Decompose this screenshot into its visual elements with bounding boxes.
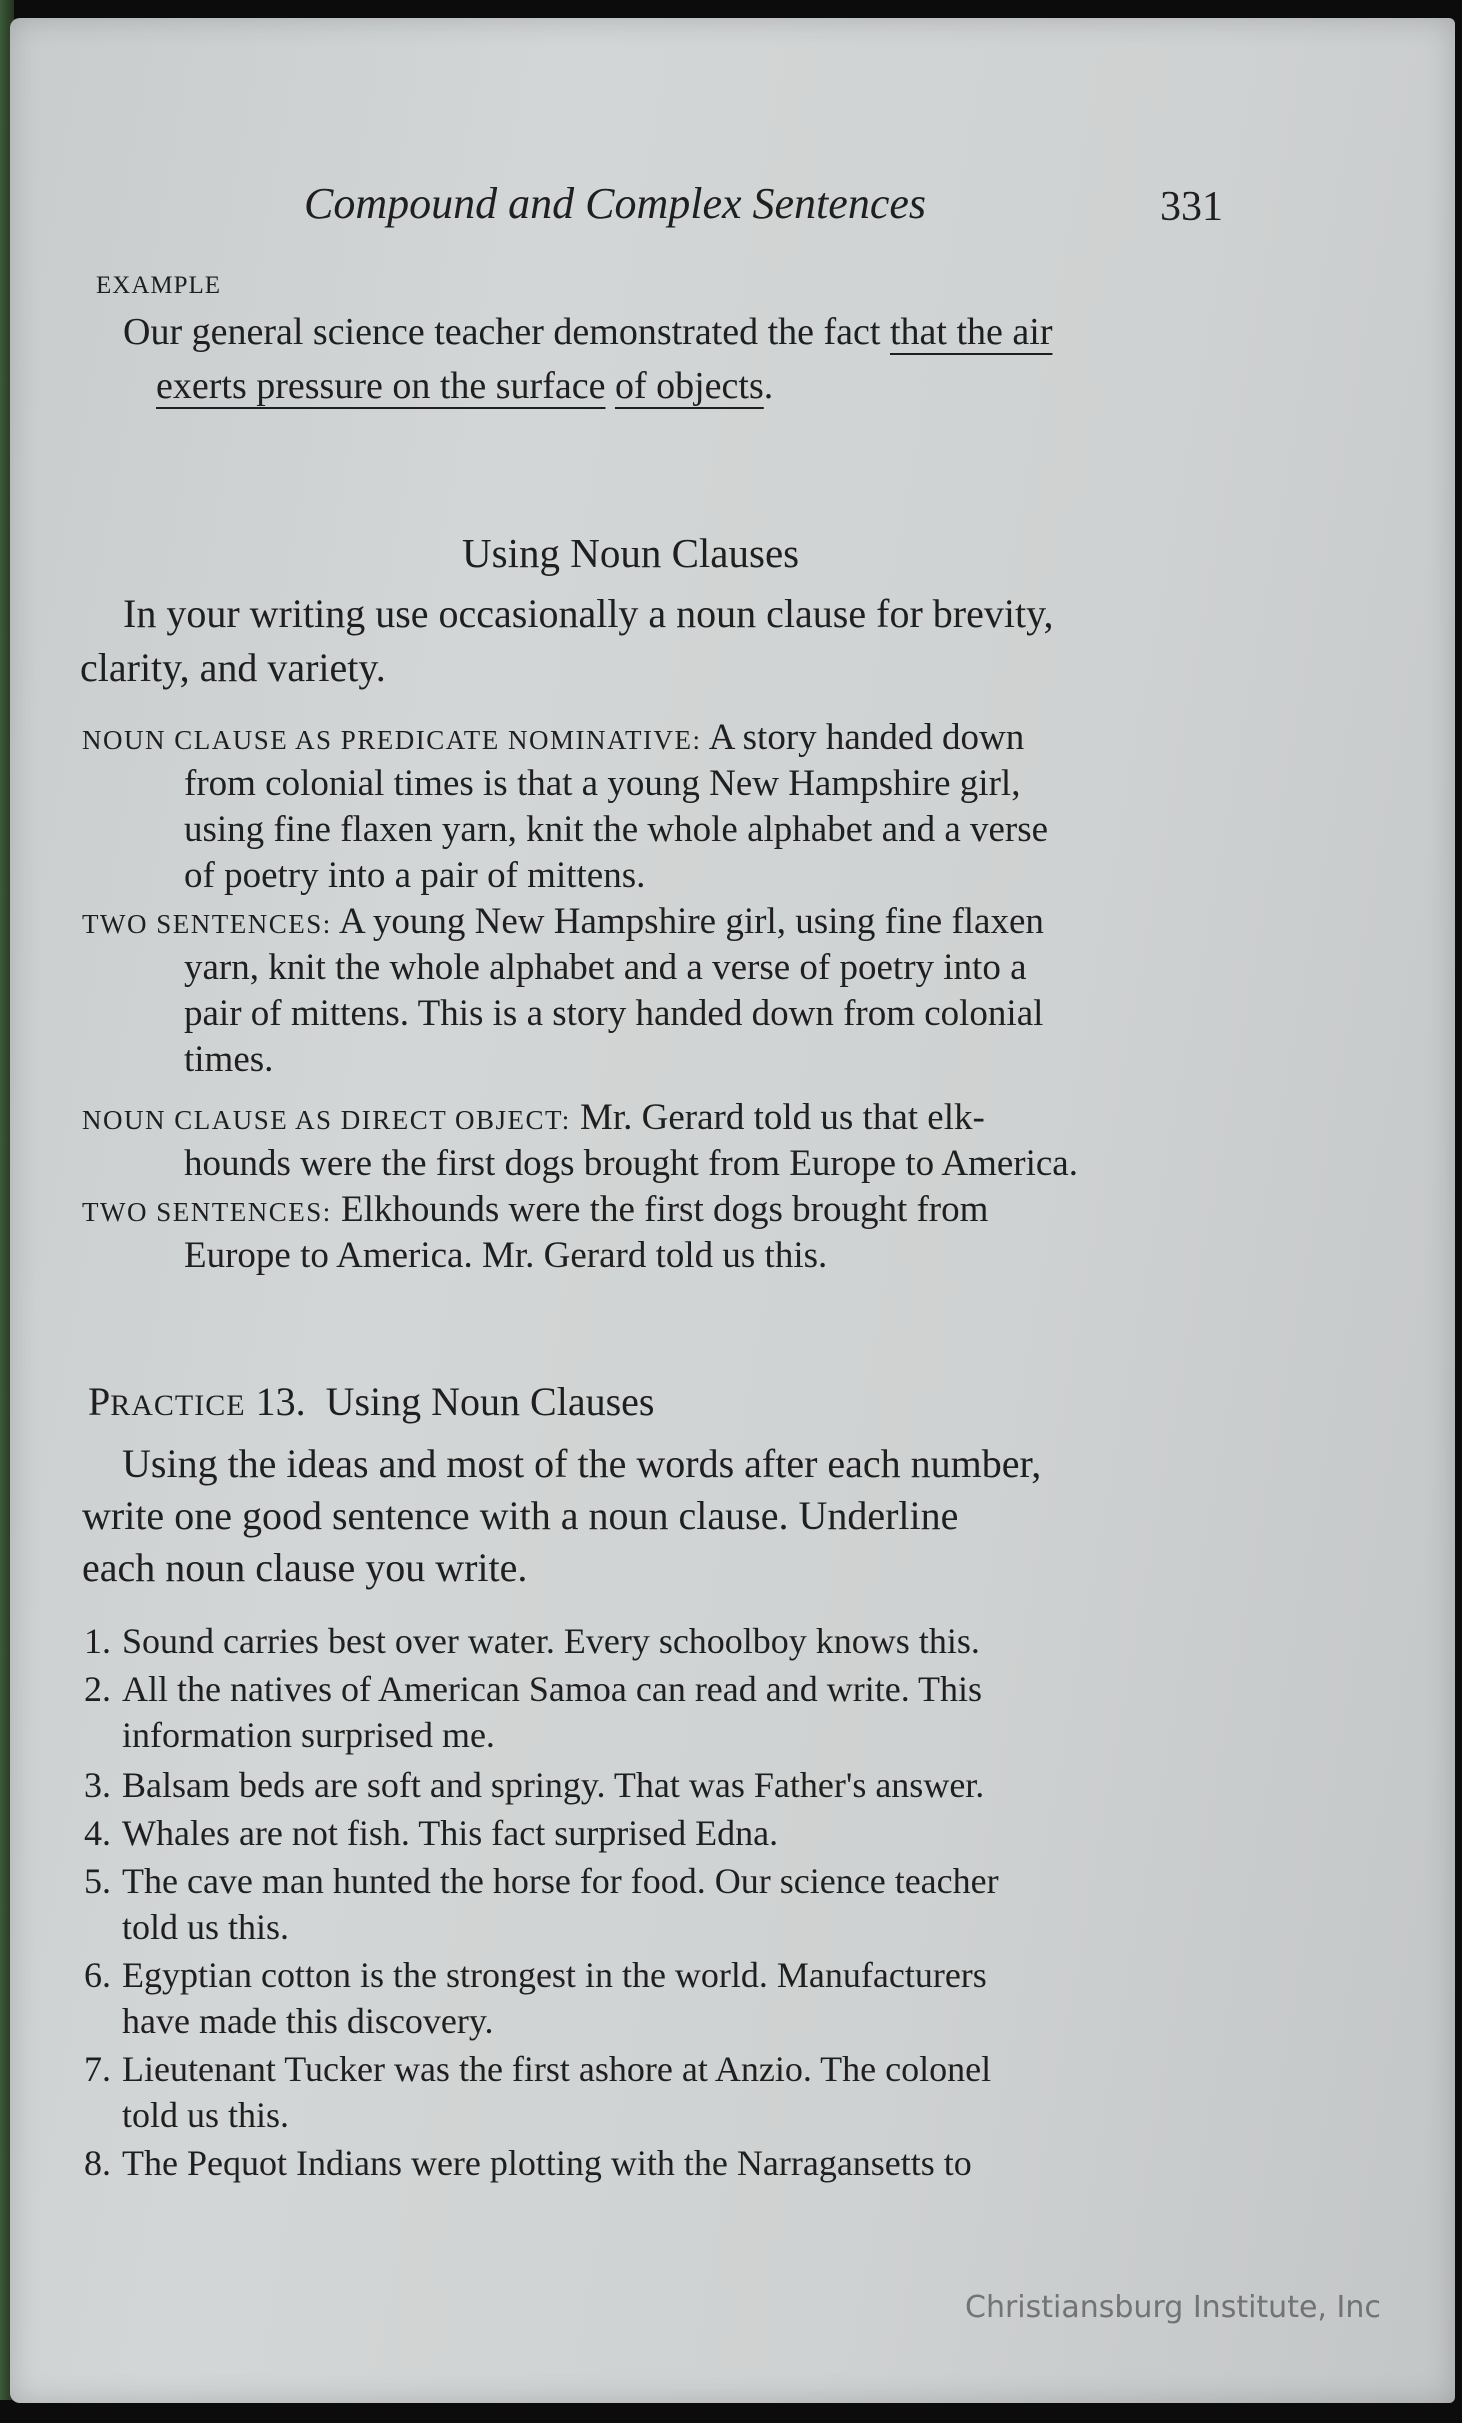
watermark: Christiansburg Institute, Inc (965, 2290, 1381, 2325)
exercise-text-cont: told us this. (122, 2095, 290, 2135)
instructions-line-3: each noun clause you write. (82, 1545, 528, 1590)
example-line-1 (123, 310, 1052, 354)
sample-1-line-2: from colonial times is that a young New Hampshire girl, (184, 763, 1021, 804)
sample-1-line-3: using fine flaxen yarn, knit the whole alphabet and a verse (184, 809, 1049, 850)
exercise-text: The Pequot Indians were plotting with the Narragansetts to (122, 2143, 972, 2183)
sample-2-line-1 (82, 900, 1044, 943)
exercise-text: Sound carries best over water. Every schoolboy knows this. (122, 1621, 980, 1661)
practice-label: PRACTICE (88, 1379, 246, 1424)
exercise-number: 4. (84, 1813, 111, 1853)
sample-label: TWO SENTENCES: (82, 909, 332, 939)
book-page (10, 18, 1455, 2403)
sample-1-line-1 (82, 716, 1024, 759)
exercise-text: Whales are not fish. This fact surprised Edna. (122, 1813, 779, 1853)
exercise-text-cont: told us this. (122, 1907, 290, 1947)
exercise-item (84, 1954, 987, 1996)
practice-title: Using Noun Clauses (325, 1379, 655, 1424)
sample-2-line-2: yarn, knit the whole alphabet and a verse of poetry into a (184, 947, 1027, 988)
exercise-item (84, 1620, 980, 1662)
section-heading: Using Noun Clauses (462, 530, 800, 576)
sample-label: NOUN CLAUSE AS DIRECT OBJECT: (82, 1105, 571, 1135)
sample-3-line-2: hounds were the first dogs brought from Europe to America. (184, 1143, 1078, 1184)
exercise-text: The cave man hunted the horse for food. Our science teacher (122, 1861, 999, 1901)
exercise-text: Lieutenant Tucker was the first ashore at Anzio. The colonel (122, 2049, 992, 2089)
exercise-number: 7. (84, 2049, 111, 2089)
exercise-text-cont: information surprised me. (122, 1715, 495, 1755)
exercise-item (84, 2142, 972, 2184)
example-period: . (763, 365, 774, 407)
sample-text: A story handed down (708, 717, 1025, 758)
practice-number: 13. (255, 1379, 306, 1424)
example-line-2 (156, 364, 773, 408)
exercise-number: 3. (84, 1765, 111, 1805)
example-noun-clause-end: of objects (614, 365, 764, 407)
exercise-text-cont: have made this discovery. (122, 2001, 494, 2041)
sample-1-line-4: of poetry into a pair of mittens. (184, 855, 646, 896)
exercise-number: 8. (84, 2143, 111, 2183)
sample-4-line-1 (82, 1188, 988, 1231)
exercise-number: 6. (84, 1955, 111, 1995)
exercise-item (84, 1860, 999, 1902)
exercise-item (84, 1812, 778, 1854)
sample-text: Mr. Gerard told us that elk- (579, 1097, 985, 1138)
exercise-item (84, 2048, 991, 2090)
exercise-item (84, 1668, 982, 1710)
instructions-line-2: write one good sentence with a noun clause. Underline (82, 1493, 959, 1538)
exercise-number: 2. (84, 1669, 111, 1709)
sample-text: A young New Hampshire girl, using fine flaxen (338, 901, 1044, 942)
page-number: 331 (1160, 184, 1223, 230)
practice-heading (88, 1378, 654, 1425)
example-label: EXAMPLE (96, 272, 222, 299)
exercise-number: 5. (84, 1861, 111, 1901)
intro-line-1: In your writing use occasionally a noun clause for brevity, (123, 591, 1054, 636)
exercise-text: Egyptian cotton is the strongest in the world. Manufacturers (122, 1955, 987, 1995)
exercise-text: All the natives of American Samoa can read and write. This (122, 1669, 983, 1709)
exercise-item (84, 1764, 984, 1806)
sample-label: TWO SENTENCES: (82, 1197, 332, 1227)
running-head: Compound and Complex Sentences (304, 179, 926, 228)
sample-2-line-3: pair of mittens. This is a story handed down from colonial (184, 993, 1044, 1034)
example-noun-clause-cont: exerts pressure on the surface (156, 365, 606, 407)
example-noun-clause: that the air (889, 311, 1053, 353)
sample-label: NOUN CLAUSE AS PREDICATE NOMINATIVE: (82, 725, 702, 755)
sample-2-line-4: times. (184, 1039, 274, 1080)
exercise-text: Balsam beds are soft and springy. That was Father's answer. (122, 1765, 985, 1805)
sample-3-line-1 (82, 1096, 985, 1139)
exercise-number: 1. (84, 1621, 111, 1661)
example-text: Our general science teacher demonstrated the fact (123, 311, 890, 353)
intro-line-2: clarity, and variety. (80, 645, 386, 690)
instructions-line-1: Using the ideas and most of the words after each number, (122, 1441, 1042, 1486)
sample-4-line-2: Europe to America. Mr. Gerard told us this. (184, 1235, 828, 1276)
sample-text: Elkhounds were the first dogs brought from (341, 1189, 989, 1230)
